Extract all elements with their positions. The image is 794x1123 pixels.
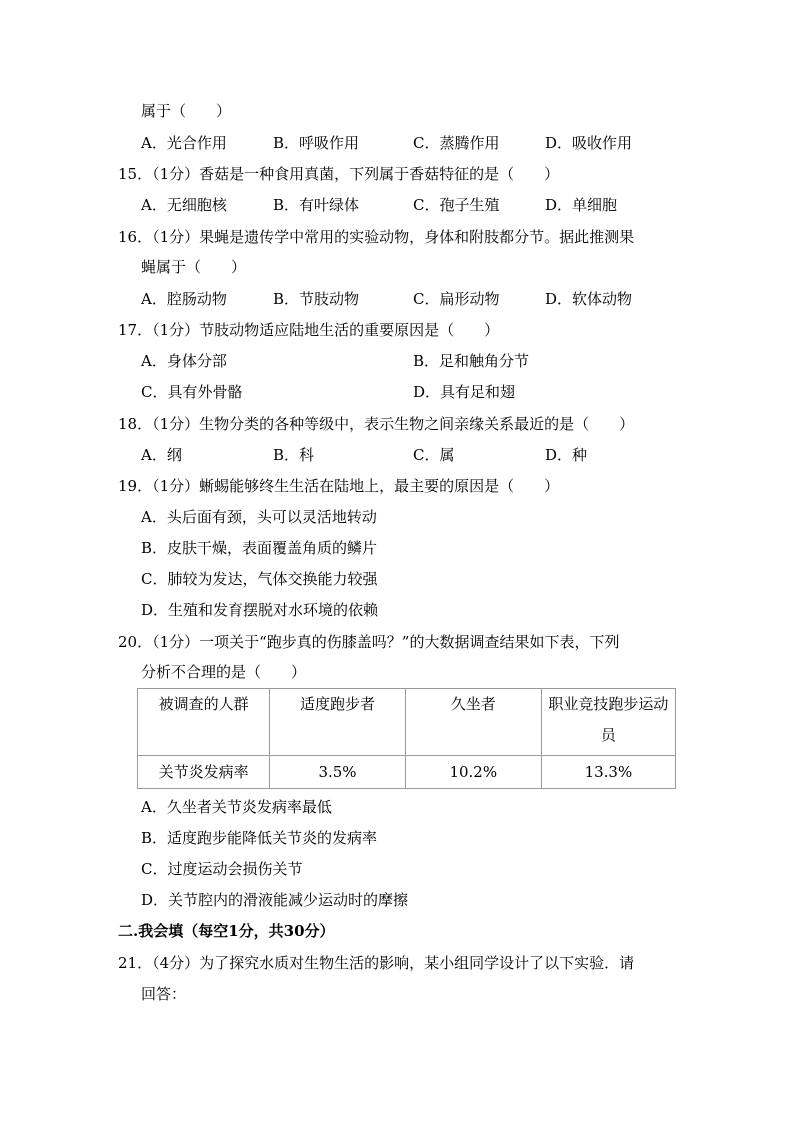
table-cell: 3.5%	[270, 756, 406, 789]
table-header-cell: 久坐者	[405, 689, 541, 756]
q18-option-d: D．种	[545, 446, 588, 464]
table-cell: 10.2%	[405, 756, 541, 789]
q18-option-c: C．属	[413, 446, 455, 464]
q20-option-d: D．关节腔内的滑液能减少运动时的摩擦	[141, 891, 409, 909]
survey-table	[137, 688, 676, 789]
q16-option-b: B．节肢动物	[273, 290, 360, 308]
q19-option-d: D．生殖和发育摆脱对水环境的依赖	[141, 601, 379, 619]
table-header-cell: 被调查的人群	[138, 689, 270, 756]
table-header-row	[138, 689, 676, 756]
q16-stem-line2: 蝇属于（ ）	[141, 258, 247, 276]
q18-option-b: B．科	[273, 446, 315, 464]
q16-option-a: A．腔肠动物	[141, 290, 227, 308]
q16-option-c: C．扁形动物	[413, 290, 500, 308]
table-cell: 13.3%	[541, 756, 675, 789]
q20-option-a: A．久坐者关节炎发病率最低	[141, 798, 332, 816]
q14-stem-tail: 属于（ ）	[141, 102, 232, 120]
q17-option-b: B．足和触角分节	[413, 352, 530, 370]
q19-option-b: B．皮肤干燥，表面覆盖角质的鳞片	[141, 539, 378, 557]
q18-stem: 18．（1分）生物分类的各种等级中，表示生物之间亲缘关系最近的是（ ）	[118, 415, 635, 433]
q14-option-b: B．呼吸作用	[273, 134, 360, 152]
q15-option-c: C．孢子生殖	[413, 196, 500, 214]
table-cell: 关节炎发病率	[138, 756, 270, 789]
table-header-cell: 职业竞技跑步运动员	[541, 689, 675, 756]
q17-option-c: C．具有外骨骼	[141, 383, 243, 401]
q15-option-a: A．无细胞核	[141, 196, 227, 214]
q17-stem: 17．（1分）节肢动物适应陆地生活的重要原因是（ ）	[118, 321, 500, 339]
q17-option-d: D．具有足和翅	[413, 383, 516, 401]
table-row	[138, 756, 676, 789]
q14-option-d: D．吸收作用	[545, 134, 633, 152]
q20-option-c: C．过度运动会损伤关节	[141, 860, 303, 878]
q19-option-a: A．头后面有颈，头可以灵活地转动	[141, 508, 377, 526]
q15-option-d: D．单细胞	[545, 196, 618, 214]
q18-option-a: A．纲	[141, 446, 182, 464]
q16-option-d: D．软体动物	[545, 290, 633, 308]
q19-stem: 19．（1分）蜥蜴能够终生生活在陆地上，最主要的原因是（ ）	[118, 477, 560, 495]
q14-option-a: A．光合作用	[141, 134, 227, 152]
q16-stem-line1: 16．（1分）果蝇是遗传学中常用的实验动物，身体和附肢都分节。据此推测果	[118, 228, 635, 246]
q14-option-c: C．蒸腾作用	[413, 134, 500, 152]
q19-option-c: C．肺较为发达，气体交换能力较强	[141, 570, 378, 588]
section-heading: 二.我会填（每空1分，共30分）	[118, 922, 335, 940]
q21-stem-line2: 回答：	[141, 985, 187, 1003]
q21-stem-line1: 21．（4分）为了探究水质对生物生活的影响，某小组同学设计了以下实验．请	[118, 954, 635, 972]
q17-option-a: A．身体分部	[141, 352, 227, 370]
q15-stem: 15．（1分）香菇是一种食用真菌，下列属于香菇特征的是（ ）	[118, 165, 560, 183]
q20-option-b: B．适度跑步能降低关节炎的发病率	[141, 829, 378, 847]
q20-stem-line1: 20．（1分）一项关于“跑步真的伤膝盖吗？”的大数据调查结果如下表，下列	[118, 633, 620, 651]
q15-option-b: B．有叶绿体	[273, 196, 360, 214]
q20-stem-line2: 分析不合理的是（ ）	[141, 663, 307, 681]
table-header-cell: 适度跑步者	[270, 689, 406, 756]
